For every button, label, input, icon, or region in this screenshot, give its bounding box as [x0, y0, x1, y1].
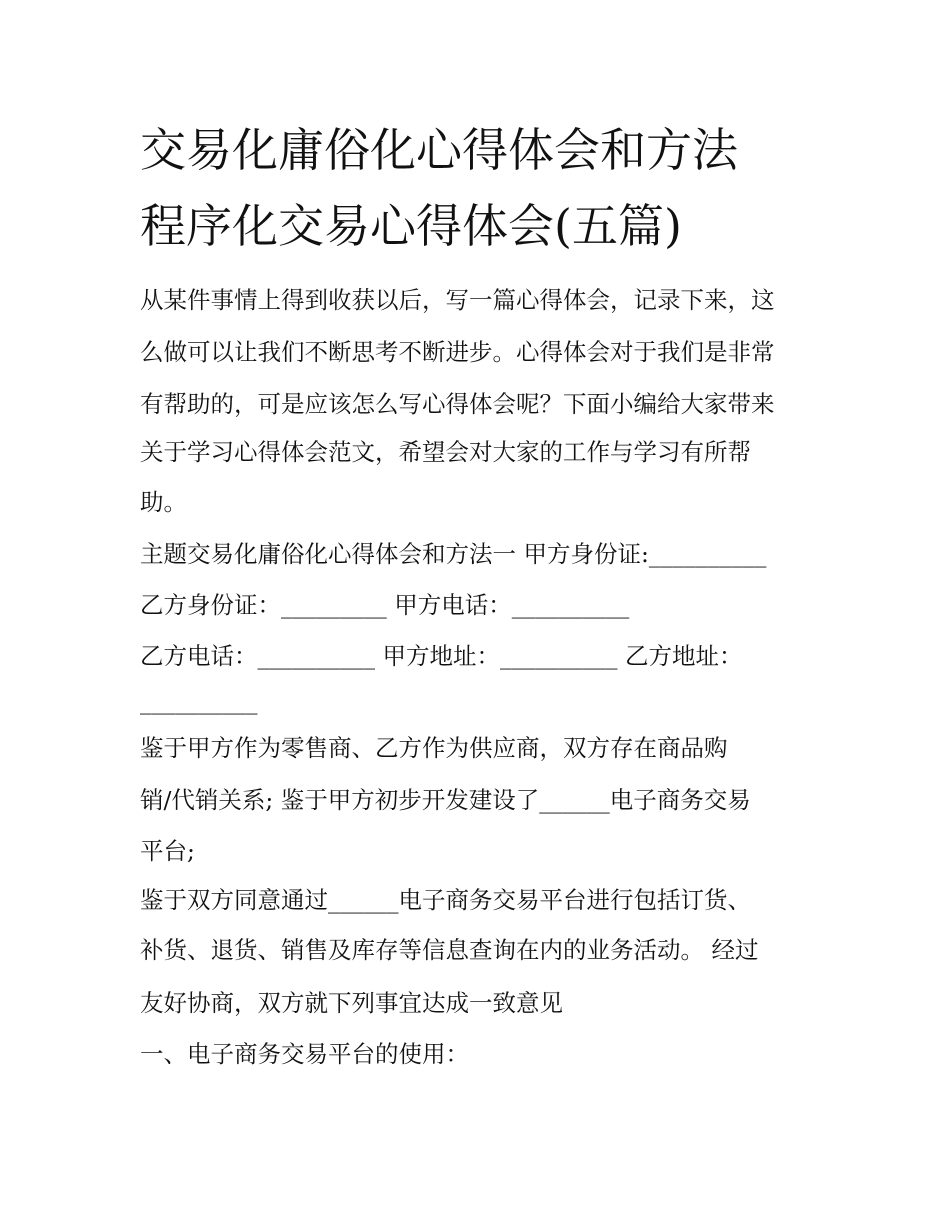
body-line-7: 乙方身份证：_________ 甲方电话：__________ — [140, 591, 630, 619]
body-line-6: 主题交易化庸俗化心得体会和方法一 甲方身份证:__________ — [140, 540, 767, 568]
body-line-16: 一、电子商务交易平台的使用： — [140, 1040, 469, 1068]
body-line-10: 鉴于甲方作为零售商、乙方作为供应商，双方存在商品购 — [140, 734, 728, 762]
body-line-3: 有帮助的，可是应该怎么写心得体会呢？下面小编给大家带来 — [140, 390, 775, 418]
body-line-1: 从某件事情上得到收获以后，写一篇心得体会，记录下来，这 — [140, 286, 775, 314]
body-line-2: 么做可以让我们不断思考不断进步。心得体会对于我们是非常 — [140, 338, 775, 366]
body-line-5: 助。 — [140, 488, 187, 516]
body-line-4: 关于学习心得体会范文，希望会对大家的工作与学习有所帮 — [140, 438, 751, 466]
body-line-15: 友好协商，双方就下列事宜达成一致意见 — [140, 989, 563, 1017]
document-title-line-2: 程序化交易心得体会(五篇) — [140, 199, 682, 253]
body-line-11: 销/代销关系; 鉴于甲方初步开发建设了______电子商务交易 — [140, 786, 751, 814]
body-line-8: 乙方电话：__________ 甲方地址：__________ 乙方地址： — [140, 642, 743, 670]
document-title-line-1: 交易化庸俗化心得体会和方法 — [140, 123, 738, 177]
body-line-14: 补货、退货、销售及库存等信息查询在内的业务活动。 经过 — [140, 936, 759, 964]
body-line-12: 平台; — [140, 837, 195, 865]
body-line-9: __________ — [140, 687, 258, 715]
body-line-13: 鉴于双方同意通过______电子商务交易平台进行包括订货、 — [140, 886, 751, 914]
